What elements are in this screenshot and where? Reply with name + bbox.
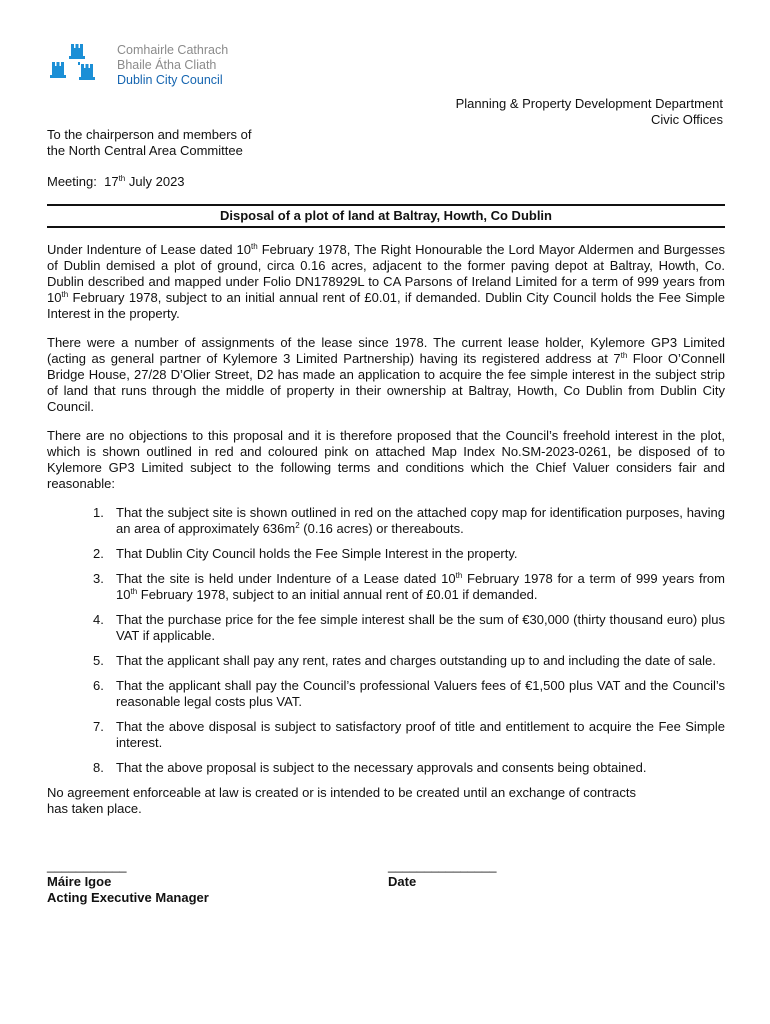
p1-text-c: February 1978, subject to an initial annual rent of £0.01, if demanded. Dublin City Council holds the Fee Simple Interest in the property. bbox=[47, 290, 725, 321]
p1-sup-2: th bbox=[61, 290, 69, 299]
p1-text-a: Under Indenture of Lease dated 10 bbox=[47, 242, 251, 257]
title-rule-top bbox=[47, 204, 725, 206]
meeting-day: 17 bbox=[104, 174, 119, 189]
condition-text: February 1978, subject to an initial annual rent of £0.01 if demanded. bbox=[137, 587, 538, 602]
date-line: _______________ bbox=[388, 858, 497, 873]
condition-sup: 2 bbox=[295, 521, 300, 530]
signature-line: ___________ bbox=[47, 858, 127, 873]
meeting-date bbox=[47, 174, 185, 189]
conditions-list bbox=[47, 505, 725, 776]
condition-item bbox=[47, 546, 725, 562]
p2-text-b: Floor O’Connell Bridge House, 27/28 D’Olier Street, D2 has made an application to acquire the fee simple interest in the subject strip of land that runs through the middle of property in their ownership at Baltray, Howth, Co Dublin from Dublin City Council. bbox=[47, 351, 725, 414]
condition-number: 4. bbox=[93, 612, 104, 627]
document-body bbox=[47, 242, 725, 830]
logo-line-english: Dublin City Council bbox=[117, 73, 223, 87]
castles-icon bbox=[48, 42, 110, 88]
condition-text: That the applicant shall pay any rent, rates and charges outstanding up to and including the date of sale. bbox=[116, 653, 716, 668]
paragraph-lease bbox=[47, 242, 725, 322]
condition-number: 3. bbox=[93, 571, 104, 586]
paragraph-proposal: There are no objections to this proposal and it is therefore proposed that the Council’s freehold interest in the plot, which is shown outlined in red and coloured pink on attached Map Index No.SM-2023-0261, be disposed of to Kylemore GP3 Limited subject to the following terms and conditions which the Chief Valuer considers fair and reasonable: bbox=[47, 428, 725, 491]
meeting-month-year: July 2023 bbox=[128, 174, 185, 189]
condition-text: February 1978 for a term of 999 years from 10 bbox=[116, 571, 725, 602]
signatory-name: Máire Igoe bbox=[47, 874, 112, 889]
title-rule-bottom bbox=[47, 226, 725, 228]
document-title: Disposal of a plot of land at Baltray, Howth, Co Dublin bbox=[220, 208, 552, 223]
condition-number: 5. bbox=[93, 653, 104, 668]
condition-number: 6. bbox=[93, 678, 104, 693]
date-block bbox=[388, 858, 496, 890]
logo-line-irish-2: Bhaile Átha Cliath bbox=[117, 58, 217, 72]
condition-item bbox=[47, 612, 725, 644]
condition-text: That the subject site is shown outlined in red on the attached copy map for identification purposes, having an area of approximately 636m bbox=[116, 505, 725, 536]
council-logo bbox=[48, 40, 248, 92]
closing-statement: No agreement enforceable at law is created or is intended to be created until an exchange of contracts has taken place. bbox=[47, 785, 636, 816]
condition-number: 8. bbox=[93, 760, 104, 775]
condition-text: That Dublin City Council holds the Fee Simple Interest in the property. bbox=[116, 546, 518, 561]
condition-number: 2. bbox=[93, 546, 104, 561]
condition-number: 7. bbox=[93, 719, 104, 734]
p2-text-a: There were a number of assignments of the lease since 1978. The current lease holder, Kylemore GP3 Limited (acting as general partner of Kylemore 3 Limited Partnership) having its registered address at 7 bbox=[47, 335, 725, 366]
condition-item bbox=[47, 760, 725, 776]
condition-item bbox=[47, 505, 725, 537]
condition-item bbox=[47, 719, 725, 751]
condition-text: That the site is held under Indenture of a Lease dated 10 bbox=[116, 571, 456, 586]
p1-text-b: February 1978, The Right Honourable the Lord Mayor Aldermen and Burgesses of Dublin demised a plot of ground, circa 0.16 acres, adjacent to the former paving depot at Baltray, Howth, Co. Dublin described and mapped under Folio DN178929L to CA Parsons of Ireland Limited for a term of 999 years from 10 bbox=[47, 242, 726, 305]
condition-text: That the purchase price for the fee simple interest shall be the sum of €30,000 (thirty thousand euro) plus VAT if applicable. bbox=[116, 612, 725, 643]
signature-block bbox=[47, 858, 209, 906]
p1-sup-1: th bbox=[250, 242, 258, 251]
addressee-block bbox=[47, 127, 252, 159]
meeting-label: Meeting: bbox=[47, 174, 97, 189]
paragraph-assignments bbox=[47, 335, 725, 415]
condition-sup: th bbox=[130, 587, 138, 596]
condition-text: That the applicant shall pay the Council’s professional Valuers fees of €1,500 plus VAT and the Council’s reasonable legal costs plus VAT. bbox=[116, 678, 725, 709]
condition-sup: th bbox=[455, 571, 463, 580]
meeting-day-suffix: th bbox=[118, 174, 126, 183]
addressee-line-2: the North Central Area Committee bbox=[47, 143, 243, 158]
logo-line-irish-1: Comhairle Cathrach bbox=[117, 43, 229, 57]
condition-item bbox=[47, 571, 725, 603]
condition-number: 1. bbox=[93, 505, 104, 520]
signatory-role: Acting Executive Manager bbox=[47, 890, 209, 905]
condition-text: That the above disposal is subject to satisfactory proof of title and entitlement to acquire the Fee Simple interest. bbox=[116, 719, 725, 750]
condition-item bbox=[47, 653, 725, 669]
department-block bbox=[456, 96, 723, 128]
date-label: Date bbox=[388, 874, 417, 889]
condition-text: (0.16 acres) or thereabouts. bbox=[299, 521, 464, 536]
condition-item bbox=[47, 678, 725, 710]
p2-sup-1: th bbox=[620, 351, 628, 360]
department-name: Planning & Property Development Department bbox=[455, 96, 723, 111]
addressee-line-1: To the chairperson and members of bbox=[47, 127, 252, 142]
office-name: Civic Offices bbox=[651, 112, 723, 127]
condition-text: That the above proposal is subject to the necessary approvals and consents being obtained. bbox=[116, 760, 647, 775]
